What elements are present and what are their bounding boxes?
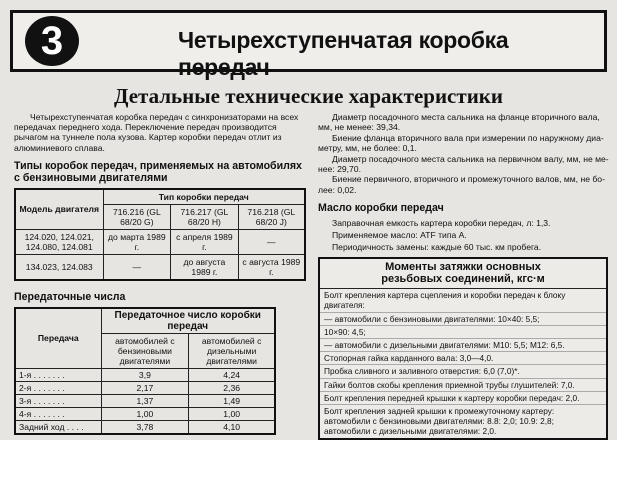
shaft-specs [318, 112, 610, 195]
petrol-ratio: 3,9 [101, 368, 189, 381]
gear-label: 2-я . . . . . . . [15, 381, 101, 394]
intro-paragraph: Четырехступенчатая коробка передач с синхронизаторами на всех передачах переднего хода. Переключение передач производится рычагом на туннеле пола кузова. Картер коробки передач отлит из алюминиевого сплава. [14, 112, 299, 153]
right-column [318, 112, 610, 440]
table-cell: до августа 1989 г. [171, 254, 238, 280]
spec-line: нее: 29,70. [318, 164, 361, 175]
torque-item: Гайки болтов скобы крепления приемной трубы глушителей: 7,0. [320, 379, 606, 392]
chapter-title: Четырехступенчатая коробка передач [178, 27, 509, 80]
gearbox-types-heading: Типы коробок передач, применяемых на автомобилях с бензиновыми двигателями [14, 159, 302, 184]
gear-ratios-table [14, 307, 276, 435]
table-cell: — [103, 254, 171, 280]
oil-specs [318, 217, 610, 253]
table-cell: до марта 1989 г. [103, 229, 171, 254]
petrol-ratio: 3,78 [101, 420, 189, 434]
spec-line: Биение фланца вторичного вала при измерении по наружному диа- [332, 132, 604, 143]
table-row [15, 420, 275, 434]
torque-item: Болт крепления задней крышки к промежуточному картеру: автомобили с бензиновыми двигателями: 8.8: 2,0; 10.9: 2,8; автомобили с дизельными двигателями: 2,0. [324, 406, 555, 437]
spec-line: метру, мм, не более: 0,1. [318, 143, 417, 154]
torque-item: Болт крепления передней крышки к картеру коробки передач: 2,0. [320, 392, 606, 405]
oil-item: Заправочная емкость картера коробки передач, л: 1,3. [332, 218, 551, 229]
column-header-petrol: автомобилей с бензиновыми двигателями [101, 333, 189, 368]
table-row [15, 407, 275, 420]
engine-cell: 134.023, 124.083 [15, 254, 103, 280]
column-header-engine: Модель двигателя [15, 189, 103, 230]
diesel-ratio: 4,24 [189, 368, 275, 381]
torque-item: Пробка сливного и заливного отверстия: 6,0 (7,0)*. [320, 365, 606, 378]
left-column [14, 112, 306, 435]
gear-label: Задний ход . . . . [15, 420, 101, 434]
petrol-ratio: 1,37 [101, 394, 189, 407]
table-row [15, 394, 275, 407]
table-row [15, 254, 305, 280]
oil-item: Периодичность замены: каждые 60 тыс. км пробега. [332, 242, 542, 253]
spec-line: мм, не менее: 39,34. [318, 122, 401, 133]
table-header-row [15, 308, 275, 334]
table-cell: — [238, 229, 305, 254]
table-cell: с августа 1989 г. [238, 254, 305, 280]
gearbox-type-3: 716.218 (GL 68/20 J) [238, 204, 305, 229]
torque-title-line-1: Моменты затяжки основных [385, 261, 541, 274]
chapter-number-badge: 3 [25, 16, 79, 66]
spec-line: Диаметр посадочного места сальника на фланце вторичного вала, [332, 112, 600, 122]
gear-label: 4-я . . . . . . . [15, 407, 101, 420]
petrol-ratio: 2,17 [101, 381, 189, 394]
diesel-ratio: 1,49 [189, 394, 275, 407]
diesel-ratio: 2,36 [189, 381, 275, 394]
torque-item: — автомобили с дизельными двигателями: М10: 5,5; М12: 6,5. [320, 339, 606, 352]
spec-line: Диаметр посадочного места сальника на первичном валу, мм, не ме- [332, 153, 609, 164]
table-header-row [15, 189, 305, 205]
column-header-ratio: Передаточное число коробки передач [101, 308, 275, 334]
table-cell: с апреля 1989 г. [171, 229, 238, 254]
table-row [15, 229, 305, 254]
engine-cell: 124.020, 124.021, 124.080, 124.081 [15, 229, 103, 254]
oil-heading: Масло коробки передач [318, 202, 444, 215]
torque-item: Стопорная гайка карданного вала: 3,0—4,0. [320, 352, 606, 365]
gear-ratios-heading: Передаточные числа [14, 290, 126, 303]
spec-line: Биение первичного, вторичного и промежуточного валов, мм, не бо- [332, 174, 605, 185]
torque-title-line-2: резьбовых соединений, кгс·м [381, 273, 545, 286]
torque-item: 10×90: 4,5; [320, 326, 606, 339]
table-row [15, 368, 275, 381]
column-header-gear: Передача [15, 308, 101, 369]
diesel-ratio: 1,00 [189, 407, 275, 420]
torque-title [320, 259, 606, 289]
gearbox-types-table [14, 188, 306, 281]
diesel-ratio: 4,10 [189, 420, 275, 434]
gearbox-type-2: 716.217 (GL 68/20 H) [171, 204, 238, 229]
torque-item: Болт крепления картера сцепления и коробки передач к блоку двигателя: [320, 289, 606, 312]
chapter-header [10, 10, 607, 80]
column-header-type: Тип коробки передач [103, 189, 305, 205]
gearbox-type-1: 716.216 (GL 68/20 G) [103, 204, 171, 229]
column-header-diesel: автомобилей с дизельными двигателями [189, 333, 275, 368]
torque-item: — автомобили с бензиновыми двигателями: 10×40: 5,5; [320, 313, 606, 326]
torque-box [318, 257, 608, 439]
gear-label: 3-я . . . . . . . [15, 394, 101, 407]
oil-item: Применяемое масло: ATF типа А. [332, 230, 467, 241]
spec-line: лее: 0,02. [318, 184, 357, 195]
table-row [15, 381, 275, 394]
gear-label: 1-я . . . . . . . [15, 368, 101, 381]
section-title: Детальные технические характеристики [113, 84, 503, 108]
petrol-ratio: 1,00 [101, 407, 189, 420]
